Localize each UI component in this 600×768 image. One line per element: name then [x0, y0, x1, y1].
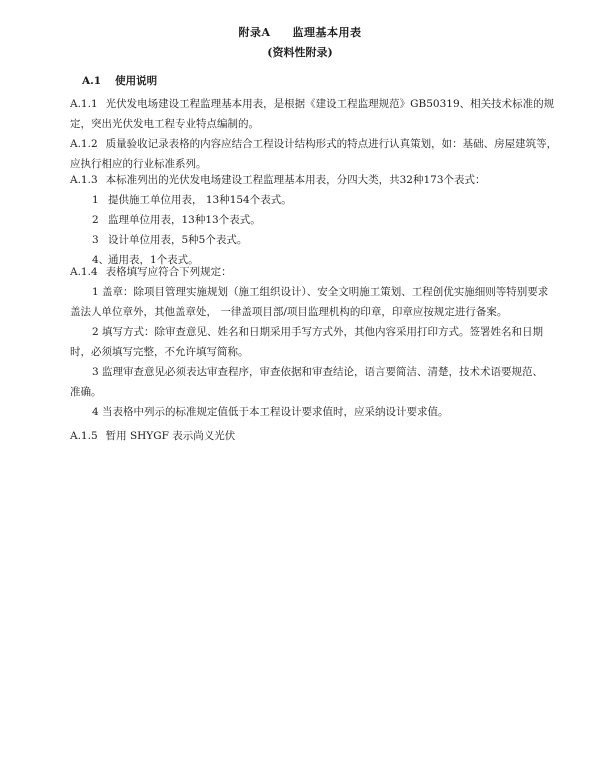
clause-text-continued: 应执行相应的行业标准系列。 [70, 158, 207, 170]
clause-number: A.1.5 [70, 430, 98, 442]
clause-text: 质量验收记录表格的内容应结合工程设计结构形式的特点进行认真策划，如：基础、房屋建筑等， [105, 138, 558, 150]
clause-number: A.1.1 [70, 98, 98, 110]
list-item: 3 设计单位用表，5种5个表式。 [92, 234, 248, 246]
section-title: 使用说明 [115, 75, 158, 87]
clause-text: 本标准列出的光伏发电场建设工程监理基本用表，分四大类，共32种173个表式： [105, 174, 486, 186]
clause-a-1-1 [70, 94, 555, 134]
appendix-subtitle: (资料性附录) [267, 46, 333, 59]
paragraph-line: 3 监理审查意见必须表达审查程序，审查依据和审查结论，语言要简洁、清楚，技术术语要规范、 [92, 366, 544, 378]
paragraph-line: 2 填写方式：除审查意见、姓名和日期采用手写方式外，其他内容采用打印方式。签署姓名和日期 [92, 326, 544, 338]
section-heading [82, 73, 157, 88]
clause-text-continued: 定，突出光伏发电工程专业特点编制的。 [70, 118, 259, 130]
appendix-label: 附录A [238, 26, 271, 39]
paragraph-line: 盖法人单位章外，其他盖章处， 一律盖项目部/项目监理机构的印章，印章应按规定进行备案。 [70, 306, 508, 318]
paragraph-line: 准确。 [70, 386, 102, 398]
clause-number: A.1.3 [70, 174, 98, 186]
clause-a-1-3 [70, 170, 550, 270]
list-item: 2 监理单位用表，13种13个表式。 [92, 214, 261, 226]
appendix-title-text: 监理基本用表 [292, 26, 362, 39]
section-number: A.1 [82, 75, 102, 87]
clause-number: A.1.2 [70, 138, 98, 150]
paragraph-line: 1 盖章：除项目管理实施规划（施工组织设计）、安全文明施工策划、工程创优实施细则等特别要求 [92, 286, 549, 298]
appendix-title [0, 24, 600, 40]
clause-a-1-2 [70, 134, 558, 174]
list-item: 1 提供施工单位用表， 13种154个表式。 [92, 194, 292, 206]
paragraph-line: 4 当表格中列示的标准规定值低于本工程设计要求值时，应采纳设计要求值。 [92, 406, 449, 418]
clause-text: 光伏发电场建设工程监理基本用表，是根据《建设工程监理规范》GB50319、相关技术标准的规 [105, 98, 555, 110]
clause-text: 表格填写应符合下列规定： [105, 266, 232, 278]
clause-a-1-5 [70, 426, 550, 446]
clause-a-1-4 [70, 262, 550, 422]
list-item: 4、通用表，1个表式。 [92, 254, 199, 266]
paragraph-line: 时，必须填写完整，不允许填写简称。 [70, 346, 249, 358]
clause-text: 暂用 SHYGF 表示尚义光伏 [105, 430, 236, 442]
clause-number: A.1.4 [70, 266, 98, 278]
